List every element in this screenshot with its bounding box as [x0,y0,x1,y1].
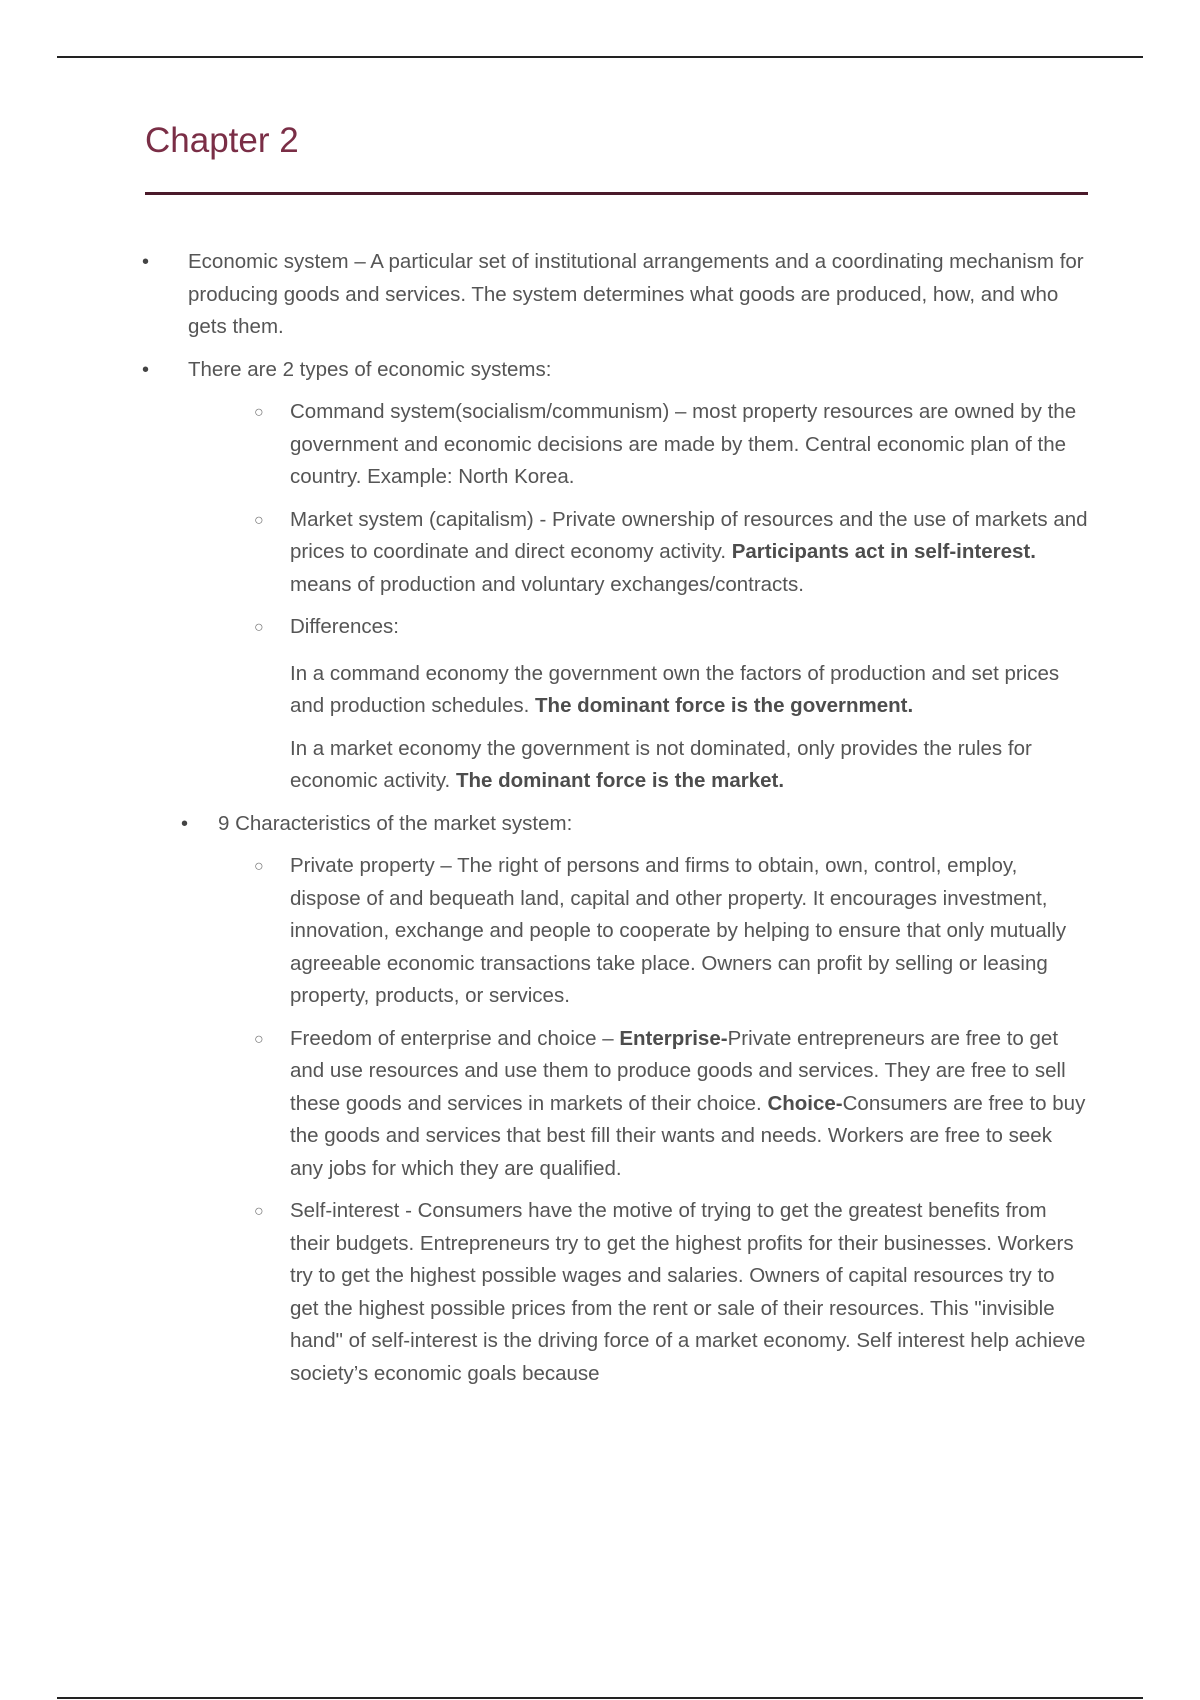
paragraph-market-economy [290,733,1090,798]
item-text: Consumers are free to buy the goods and services that best fill their wants and needs. Workers are free to seek any jobs for which they are qualified. [290,1091,1086,1180]
paragraph-text: In a command economy the government own the factors of production and set prices and production schedules. [290,661,1060,717]
list-item-characteristics [181,808,1088,841]
sub-item-private-property [254,850,1088,1013]
bullet-icon: • [181,812,189,835]
paragraph-bold-text: The dominant force is the government. [535,694,914,717]
circle-bullet-icon: ○ [254,1030,264,1048]
item-text: 9 Characteristics of the market system: [218,811,573,835]
circle-bullet-icon: ○ [254,1203,264,1220]
item-text: Economic system – A particular set of institutional arrangements and a coordinating mechanism for producing goods and services. The system determines what goods are produced, how, and who gets them. [188,250,1084,338]
item-text: Freedom of enterprise and choice – [290,1026,620,1050]
item-text: Private property – The right of persons and firms to obtain, own, control, employ, dispose of and bequeath land, capital and other property. It encourages investment, innovation, exchange and people to cooperate by helping to ensure that only mutually agreeable economic transactions take place. Owners can profit by selling or leasing property, products, or services. [290,854,1067,1007]
sub-item-differences [254,611,1088,644]
item-text: Command system(socialism/communism) – most property resources are owned by the government and economic decisions are made by them. Central economic plan of the country. Example: North Korea. [290,400,1077,488]
page-bottom-rule [57,1697,1143,1699]
item-text: Market system (capitalism) - Private ownership of resources and the use of markets and prices to coordinate and direct economy activity. [290,507,1088,563]
item-text: Differences: [290,615,400,638]
bullet-icon: • [142,358,150,381]
sub-item-market-system [254,504,1088,602]
bullet-icon: • [142,251,150,273]
sub-item-command-system [254,396,1088,494]
circle-bullet-icon: ○ [254,619,264,636]
item-bold-text: Choice- [767,1091,843,1115]
item-text: Self-interest - Consumers have the motive of trying to get the greatest benefits from their budgets. Entrepreneurs try to get the highest profits for their businesses. Workers try to get the highest possible wages and salaries. Owners of capital resources try to get the highest possible prices from the rent or sale of their resources. This "invisible hand" of self-interest is the driving force of a market economy. Self interest help achieve society’s economic goals because [290,1199,1086,1385]
list-item-types [142,354,1088,387]
paragraph-bold-text: The dominant force is the market. [455,769,785,792]
circle-bullet-icon: ○ [254,511,264,529]
circle-bullet-icon: ○ [254,404,264,421]
page-top-rule [57,56,1143,58]
title-underline [145,192,1088,195]
item-bold-text: Enterprise- [619,1026,728,1050]
chapter-title: Chapter 2 [145,121,299,160]
circle-bullet-icon: ○ [254,858,264,875]
item-bold-text: Participants act in self-interest. [731,540,1036,563]
item-text: There are 2 types of economic systems: [188,357,552,381]
paragraph-command-economy [290,658,1090,723]
list-item-economic-system [142,246,1088,344]
sub-item-freedom-of-enterprise [254,1023,1088,1186]
sub-item-self-interest [254,1195,1088,1390]
item-text: Private entrepreneurs are free to get and use resources and use them to produce goods and services. They are free to sell these goods and services in markets of their choice. [290,1026,1066,1115]
document-body [0,246,1200,1390]
paragraph-text: In a market economy the government is not dominated, only provides the rules for economic activity. [290,736,1032,792]
item-text: means of production and voluntary exchanges/contracts. [290,572,804,596]
